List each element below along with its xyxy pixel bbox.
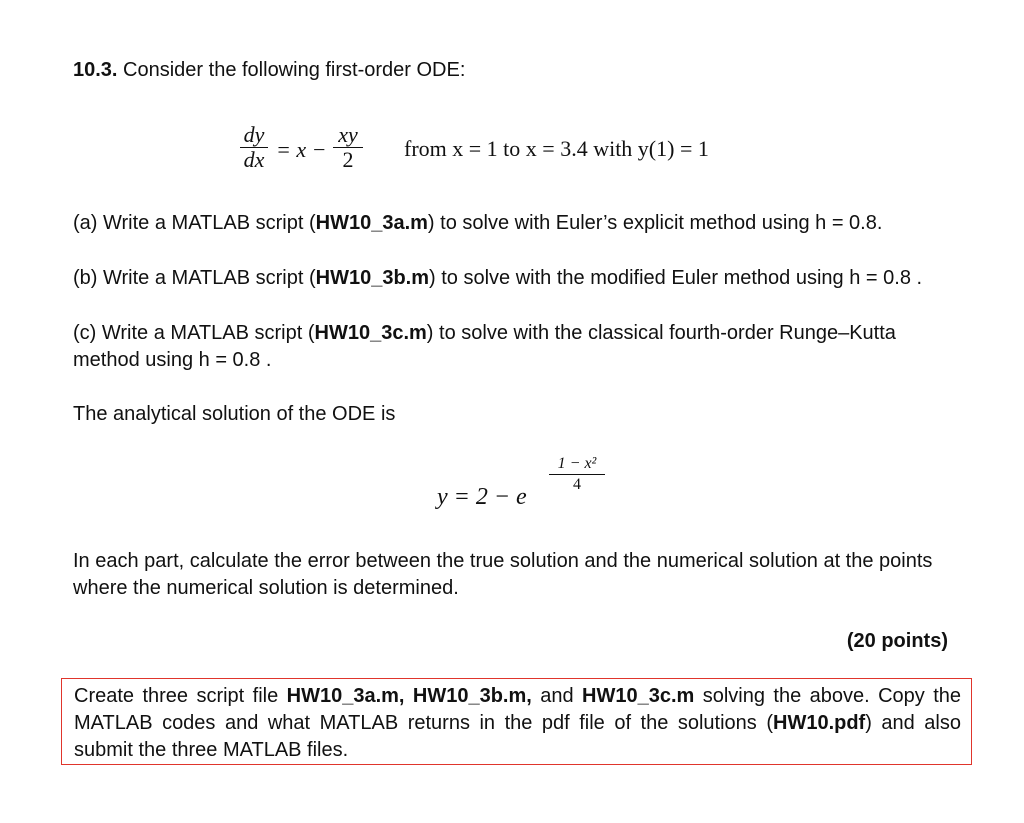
error-note: In each part, calculate the error between the true solution and the numerical solution at the points where the numerical solution is determined.: [73, 550, 933, 599]
part-b-prefix: (b) Write a MATLAB script (: [73, 267, 316, 289]
part-a: [73, 210, 963, 237]
two-denominator: 2: [342, 147, 354, 172]
submission-t3: solving the above. Copy the MATLAB codes and what MATLAB returns in the pdf file of the solutions (: [74, 685, 961, 734]
part-b-suffix: ) to solve with the modified Euler method using h = 0.8 .: [429, 267, 923, 289]
points-label: (20 points): [846, 630, 948, 652]
submission-t4: ) and also submit the three MATLAB files.: [74, 712, 961, 761]
problem-number: 10.3.: [73, 59, 118, 81]
dydx-denominator: dx: [243, 147, 265, 172]
submission-files-ab: HW10_3a.m, HW10_3b.m,: [286, 685, 532, 707]
exponent-numerator: 1 − x²: [557, 455, 597, 472]
part-c-prefix: (c) Write a MATLAB script (: [73, 322, 315, 344]
part-a-suffix: ) to solve with Euler’s explicit method using h = 0.8.: [427, 212, 883, 234]
equation-condition: from x = 1 to x = 3.4 with y(1) = 1: [404, 136, 709, 161]
equation-middle: = x −: [276, 137, 327, 162]
dydx-fraction: [240, 124, 268, 171]
part-b-file: HW10_3b.m: [315, 267, 430, 289]
submission-box: [61, 678, 972, 765]
heading-text: Consider the following first-order ODE:: [117, 59, 466, 81]
submission-text: [74, 683, 961, 764]
part-b: [73, 265, 963, 292]
solution-main: y = 2 − e: [437, 484, 527, 510]
submission-pdf: HW10.pdf: [773, 712, 866, 734]
xy-over-2-fraction: [333, 124, 363, 171]
xy-numerator: xy: [338, 122, 358, 147]
part-c-suffix: ) to solve with the classical fourth-order Runge–Kutta method using h = 0.8 .: [73, 322, 896, 371]
points-value: 20 points: [853, 630, 942, 652]
dydx-numerator: dy: [243, 122, 265, 147]
submission-file-c: HW10_3c.m: [582, 685, 695, 707]
exponent-denominator: 4: [573, 476, 581, 493]
part-a-prefix: (a) Write a MATLAB script (: [73, 212, 316, 234]
submission-t2: and: [531, 685, 583, 707]
part-a-file: HW10_3a.m: [315, 212, 428, 234]
part-c: [73, 320, 963, 374]
submission-t1: Create three script file: [74, 685, 287, 707]
problem-heading: [73, 57, 465, 84]
solution-exponent: [549, 455, 605, 494]
analytic-intro: The analytical solution of the ODE is: [73, 403, 396, 425]
part-c-file: HW10_3c.m: [314, 322, 427, 344]
